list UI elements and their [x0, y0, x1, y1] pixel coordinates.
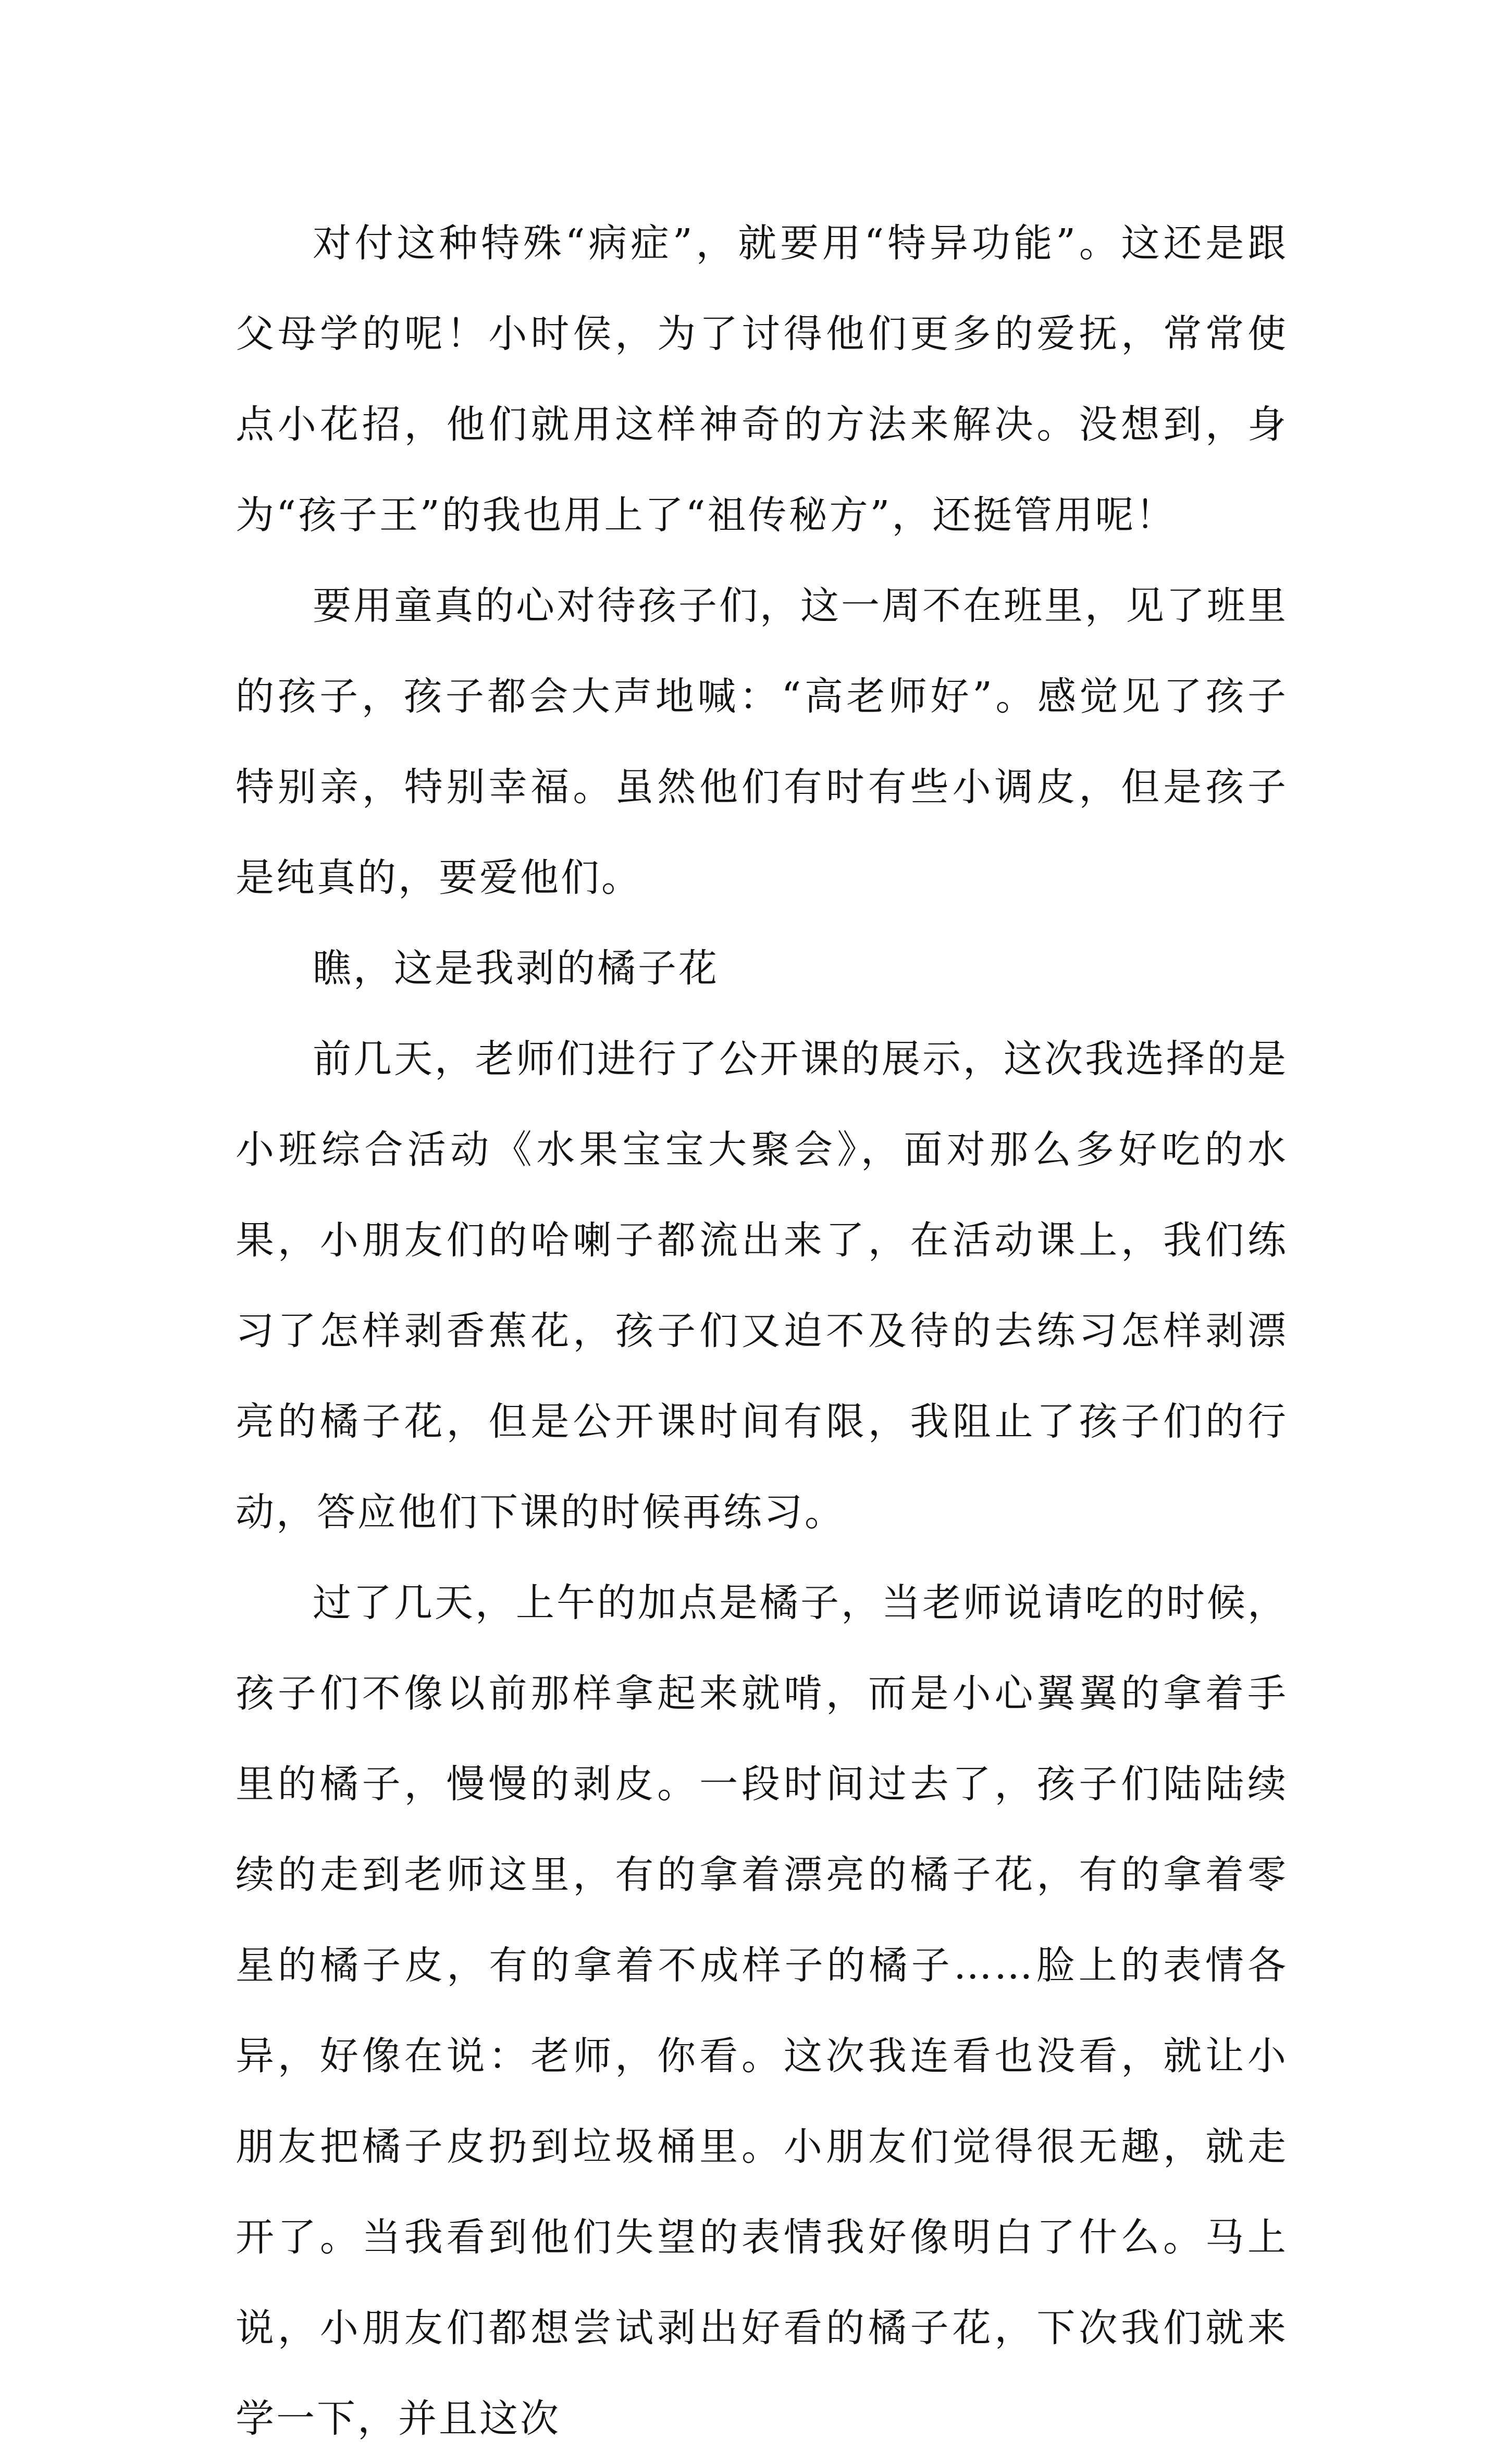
paragraph-special-symptoms: 对付这种特殊“病症”，就要用“特异功能”。这还是跟父母学的呢！小时侯，为了讨得他们更多的爱抚，常常使点小花招，他们就用这样神奇的方法来解决。没想到，身为“孩子王”的我也用上了“祖传秘方”，还挺管用呢！	[236, 221, 1288, 538]
paragraph-childlike-heart: 要用童真的心对待孩子们，这一周不在班里，见了班里的孩子，孩子都会大声地喊：“高老师好”。感觉见了孩子特别亲，特别幸福。虽然他们有时有些小调皮，但是孩子是纯真的，要爱他们。	[236, 583, 1288, 900]
paragraph-open-class: 前几天，老师们进行了公开课的展示，这次我选择的是小班综合活动《水果宝宝大聚会》，面对那么多好吃的水果，小朋友们的哈喇子都流出来了，在活动课上，我们练习了怎样剥香蕉花，孩子们又迫不及待的去练习怎样剥漂亮的橘子花，但是公开课时间有限，我阻止了孩子们的行动，答应他们下课的时候再练习。	[236, 1037, 1288, 1535]
body-text	[236, 198, 1288, 2464]
paragraph-snack-oranges: 过了几天，上午的加点是橘子，当老师说请吃的时候，孩子们不像以前那样拿起来就啃，而是小心翼翼的拿着手里的橘子，慢慢的剥皮。一段时间过去了，孩子们陆陆续续的走到老师这里，有的拿着漂亮的橘子花，有的拿着零星的橘子皮，有的拿着不成样子的橘子……脸上的表情各异，好像在说：老师，你看。这次我连看也没看，就让小朋友把橘子皮扔到垃圾桶里。小朋友们觉得很无趣，就走开了。当我看到他们失望的表情我好像明白了什么。马上说，小朋友们都想尝试剥出好看的橘子花，下次我们就来学一下，并且这次	[236, 1581, 1288, 2441]
section-heading-orange-flower: 瞧，这是我剥的橘子花	[313, 946, 719, 991]
